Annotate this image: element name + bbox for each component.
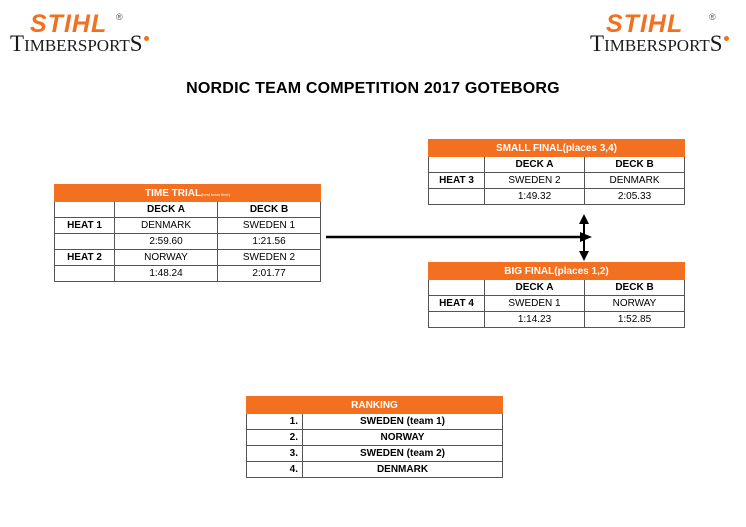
time-trial-header: TIME TRIAL(best team time) [55,185,321,202]
team-a: NORWAY [115,250,218,266]
logo-brand-text: STIHL [30,10,108,38]
ranking-place: 4. [247,462,303,478]
big-final-header: BIG FINAL(places 1,2) [429,263,685,280]
deck-b-label: DECK B [218,202,321,218]
team-b: NORWAY [585,296,685,312]
time-a: 1:14.23 [485,312,585,328]
ranking-place: 1. [247,414,303,430]
deck-a-label: DECK A [485,157,585,173]
heat-label: HEAT 2 [55,250,115,266]
team-a: SWEDEN 2 [485,173,585,189]
small-final-header: SMALL FINAL(places 3,4) [429,140,685,157]
time-b: 1:21.56 [218,234,321,250]
ranking-team: NORWAY [303,430,503,446]
ranking-team: SWEDEN (team 1) [303,414,503,430]
ranking-header: RANKING [247,397,503,414]
time-b: 2:01.77 [218,266,321,282]
logo-subtitle: TIMBERSPORTS [590,34,729,56]
deck-a-label: DECK A [485,280,585,296]
team-a: DENMARK [115,218,218,234]
ranking-place: 3. [247,446,303,462]
team-b: SWEDEN 2 [218,250,321,266]
deck-b-label: DECK B [585,157,685,173]
heat-label: HEAT 1 [55,218,115,234]
time-b: 2:05.33 [585,189,685,205]
team-b: SWEDEN 1 [218,218,321,234]
logo-subtitle: TIMBERSPORTS [10,34,149,56]
logo-brand-text: STIHL [606,10,684,38]
logo-registered-mark: ® [709,12,716,22]
logo-registered-mark: ® [116,12,123,22]
heat-label: HEAT 4 [429,296,485,312]
ranking-team: DENMARK [303,462,503,478]
deck-a-label: DECK A [115,202,218,218]
ranking-team: SWEDEN (team 2) [303,446,503,462]
heat-label: HEAT 3 [429,173,485,189]
team-b: DENMARK [585,173,685,189]
time-a: 2:59.60 [115,234,218,250]
team-a: SWEDEN 1 [485,296,585,312]
time-a: 1:48.24 [115,266,218,282]
ranking-place: 2. [247,430,303,446]
deck-b-label: DECK B [585,280,685,296]
time-b: 1:52.85 [585,312,685,328]
page-title: NORDIC TEAM COMPETITION 2017 GOTEBORG [186,80,560,97]
time-a: 1:49.32 [485,189,585,205]
